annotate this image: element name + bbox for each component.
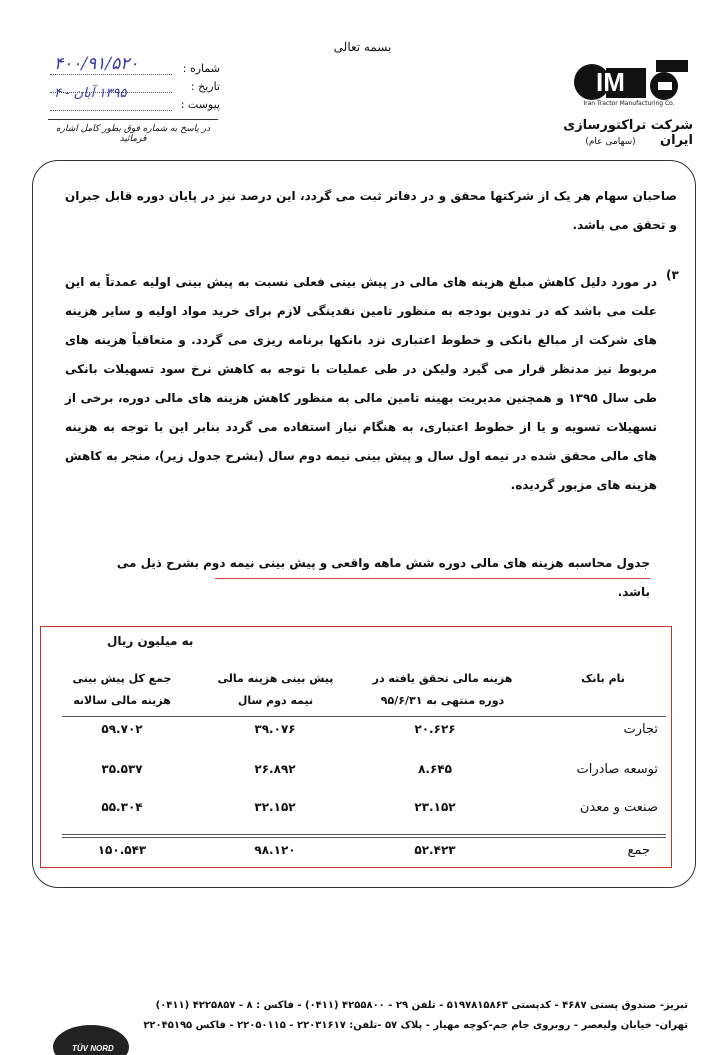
reply-note: در پاسخ به شماره فوق بطور کامل اشاره فرمائید <box>55 124 211 144</box>
date-label: تاریخ : <box>190 80 220 93</box>
row-1-realized: ۲۰.۶۲۶ <box>414 722 456 736</box>
row-2-realized: ۸.۶۴۵ <box>418 762 452 776</box>
row-1-total: ۵۹.۷۰۲ <box>101 722 143 736</box>
row-2-total: ۳۵.۵۳۷ <box>101 762 143 776</box>
footer-address-tehran: تهران- خیابان ولیعصر - روبروی جام جم-کوچه مهیار - پلاک ۵۷ -تلفن: ۲۲۰۳۱۶۱۷ - ۲۲۰۵۰۱۱۵ - فاکس ۲۲۰۴۵۱۹۵ <box>143 1020 688 1031</box>
row-3-total: ۵۵.۳۰۴ <box>101 800 143 814</box>
header-forecast: پیش بینی هزینه مالی نیمه دوم سال <box>217 672 334 707</box>
header-divider <box>62 716 666 717</box>
sum-realized: ۵۲.۴۲۳ <box>414 843 456 857</box>
row-1-forecast: ۳۹.۰۷۶ <box>254 722 296 736</box>
logo-caption: Iran Tractor Manufacturing Co. <box>583 100 675 107</box>
sum-divider-bottom <box>62 837 666 838</box>
sum-divider-top <box>62 834 666 835</box>
number-line <box>50 74 172 75</box>
table-unit: به میلیون ریال <box>107 634 194 648</box>
date-value: ۱۳۹۵ آبان - ۴ <box>54 86 127 101</box>
attachment-line <box>50 110 172 111</box>
number-label: شماره : <box>182 62 220 75</box>
paragraph-2: در مورد دلیل کاهش مبلغ هزینه های مالی در پیش بینی فعلی نسبت به پیش بینی اولیه عمدتاً به این علت می باشد که در تدوین بودجه به منظور تامین نقدینگی لازم برای خرید مواد اولیه و سایر هزینه های شرکت از مبالغ بانکی و خطوط اعتباری نزد بانکها برنامه ریزی می گردد. و متعاقباً هزینه های مربوط نیز مدنظر قرار می گیرد ولیکن در طی عملیات با توجه به کاهش نرخ سود تسهیلات بانکی طی سال ۱۳۹۵ و همچنین مدیریت بهینه تامین مالی به منظور کاهش هزینه های مالی دوره، برخی از تسهیلات تسویه و یا از خطوط اعتباری، به هنگام نیاز استفاده می گردد بنابر این با توجه به هزینه های مالی محقق شده در نیمه اول سال و پیش بینی نیمه دوم سال (بشرح جدول زیر)، منجر به کاهش هزینه های مزبور گردیده. <box>65 275 657 492</box>
header-bank: نام بانک <box>581 672 625 685</box>
table-intro: جدول محاسبه هزینه های مالی دوره شش ماهه واقعی و پیش بینی نیمه دوم بشرح ذیل می باشد. <box>116 556 650 599</box>
company-type: (سهامی عام) <box>585 137 636 147</box>
number-value: ۴۰۰/۹۱/۵۲۰ <box>54 54 139 74</box>
sum-total: ۱۵۰.۵۴۳ <box>97 843 147 857</box>
paragraph-1: صاحبان سهام هر یک از شرکتها محقق و در دفاتر ثبت می گردد، این درصد نیز در پایان دوره قابل جبران و تحقق می باشد. <box>65 189 677 232</box>
paragraph-2-number: (۳ <box>666 268 679 282</box>
intro-underline <box>215 578 650 579</box>
row-3-bank: صنعت و معدن <box>579 800 658 815</box>
finance-table-frame <box>40 626 672 868</box>
tuv-nord-logo <box>52 1015 130 1055</box>
row-2-bank: توسعه صادرات <box>576 762 658 777</box>
row-3-realized: ۲۳.۱۵۲ <box>414 800 456 814</box>
bismillah-heading: بسمه تعالی <box>333 40 392 54</box>
logo-text: IM <box>596 67 625 97</box>
sum-forecast: ۹۸.۱۲۰ <box>254 843 296 857</box>
header-realized: هزینه مالی تحقق یافته در دوره منتهی به ۹۵/۶/۳۱ <box>372 672 513 707</box>
header-total: جمع کل پیش بینی هزینه مالی سالانه <box>72 672 172 707</box>
sum-label: جمع <box>627 843 650 858</box>
attachment-label: پیوست : <box>180 98 220 111</box>
row-2-forecast: ۲۶.۸۹۲ <box>254 762 296 776</box>
row-1-bank: تجارت <box>623 722 658 737</box>
footer-address-tabriz: تبریز- صندوق پستی ۴۶۸۷ - کدپستی ۵۱۹۷۸۱۵۸۶۳ - تلفن ۲۹ - ۴۲۵۵۸۰۰ (۰۴۱۱) - فاکس : ۸ - ۴۲۲۵۸۵۷ (۰۴۱۱) <box>155 1000 688 1011</box>
meta-divider <box>48 119 218 120</box>
company-name: شرکت تراکتورسازی ایران <box>563 118 693 148</box>
tuv-nord-text: TÜV NORD <box>72 1044 114 1053</box>
row-3-forecast: ۳۲.۱۵۲ <box>254 800 296 814</box>
